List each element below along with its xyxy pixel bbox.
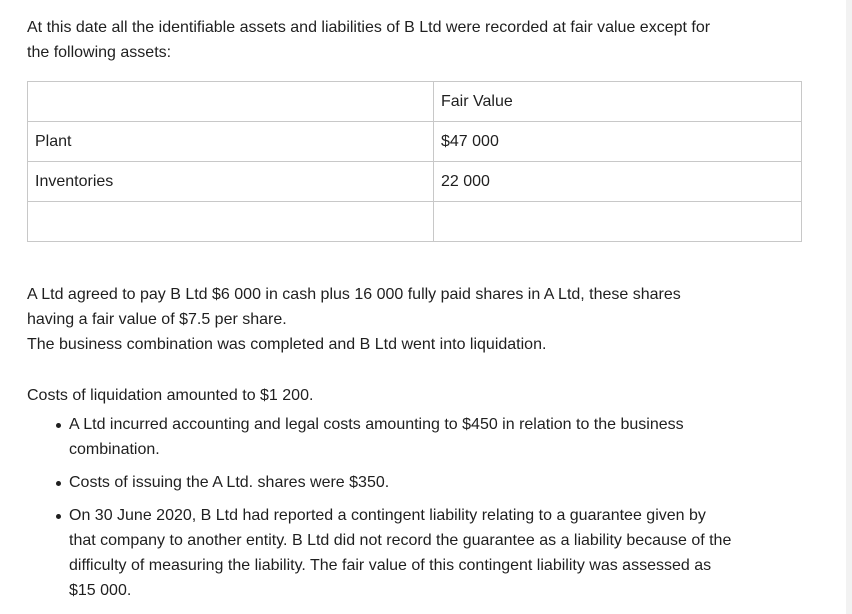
table-cell-value: $47 000 bbox=[434, 122, 802, 162]
bullet-list bbox=[52, 412, 812, 611]
fair-value-table bbox=[27, 81, 802, 242]
table-header-cell: Fair Value bbox=[434, 82, 802, 122]
table-header-cell bbox=[28, 82, 434, 122]
intro-line: At this date all the identifiable assets and liabilities of B Ltd were recorded at fair value except for bbox=[27, 19, 711, 36]
table-cell-value bbox=[434, 202, 802, 242]
table-cell-asset: Plant bbox=[28, 122, 434, 162]
paragraph-text bbox=[27, 282, 807, 332]
liquidation-costs-text: Costs of liquidation amounted to $1 200. bbox=[27, 387, 314, 404]
consideration-paragraph bbox=[27, 282, 807, 357]
table-cell-value: 22 000 bbox=[434, 162, 802, 202]
bullet-icon bbox=[56, 481, 61, 486]
list-item bbox=[52, 470, 812, 495]
list-item-line: A Ltd incurred accounting and legal costs amounting to $450 in relation to the business bbox=[69, 416, 684, 433]
intro-paragraph bbox=[27, 15, 807, 65]
table-header-row bbox=[28, 82, 802, 122]
list-item-line: difficulty of measuring the liability. The fair value of this contingent liability was assessed as bbox=[69, 557, 712, 574]
list-item-line: On 30 June 2020, B Ltd had reported a contingent liability relating to a guarantee given by bbox=[69, 507, 706, 524]
list-item-line: that company to another entity. B Ltd did not record the guarantee as a liability because of the bbox=[69, 532, 732, 549]
table-cell-asset: Inventories bbox=[28, 162, 434, 202]
table-row bbox=[28, 162, 802, 202]
scrollbar-track[interactable] bbox=[846, 0, 852, 614]
table-row bbox=[28, 202, 802, 242]
table-row bbox=[28, 122, 802, 162]
table-cell-asset bbox=[28, 202, 434, 242]
paragraph-line: A Ltd agreed to pay B Ltd $6 000 in cash plus 16 000 fully paid shares in A Ltd, these shares bbox=[27, 286, 681, 303]
paragraph-text: The business combination was completed and B Ltd went into liquidation. bbox=[27, 336, 547, 353]
intro-line: the following assets: bbox=[27, 44, 172, 61]
bullet-icon bbox=[56, 514, 61, 519]
paragraph-line: having a fair value of $7.5 per share. bbox=[27, 311, 287, 328]
list-item-line: combination. bbox=[69, 441, 160, 458]
list-item bbox=[52, 412, 812, 462]
list-item bbox=[52, 503, 812, 603]
bullet-icon bbox=[56, 423, 61, 428]
list-item-line: Costs of issuing the A Ltd. shares were $350. bbox=[69, 474, 390, 491]
list-item-line: $15 000. bbox=[69, 582, 132, 599]
